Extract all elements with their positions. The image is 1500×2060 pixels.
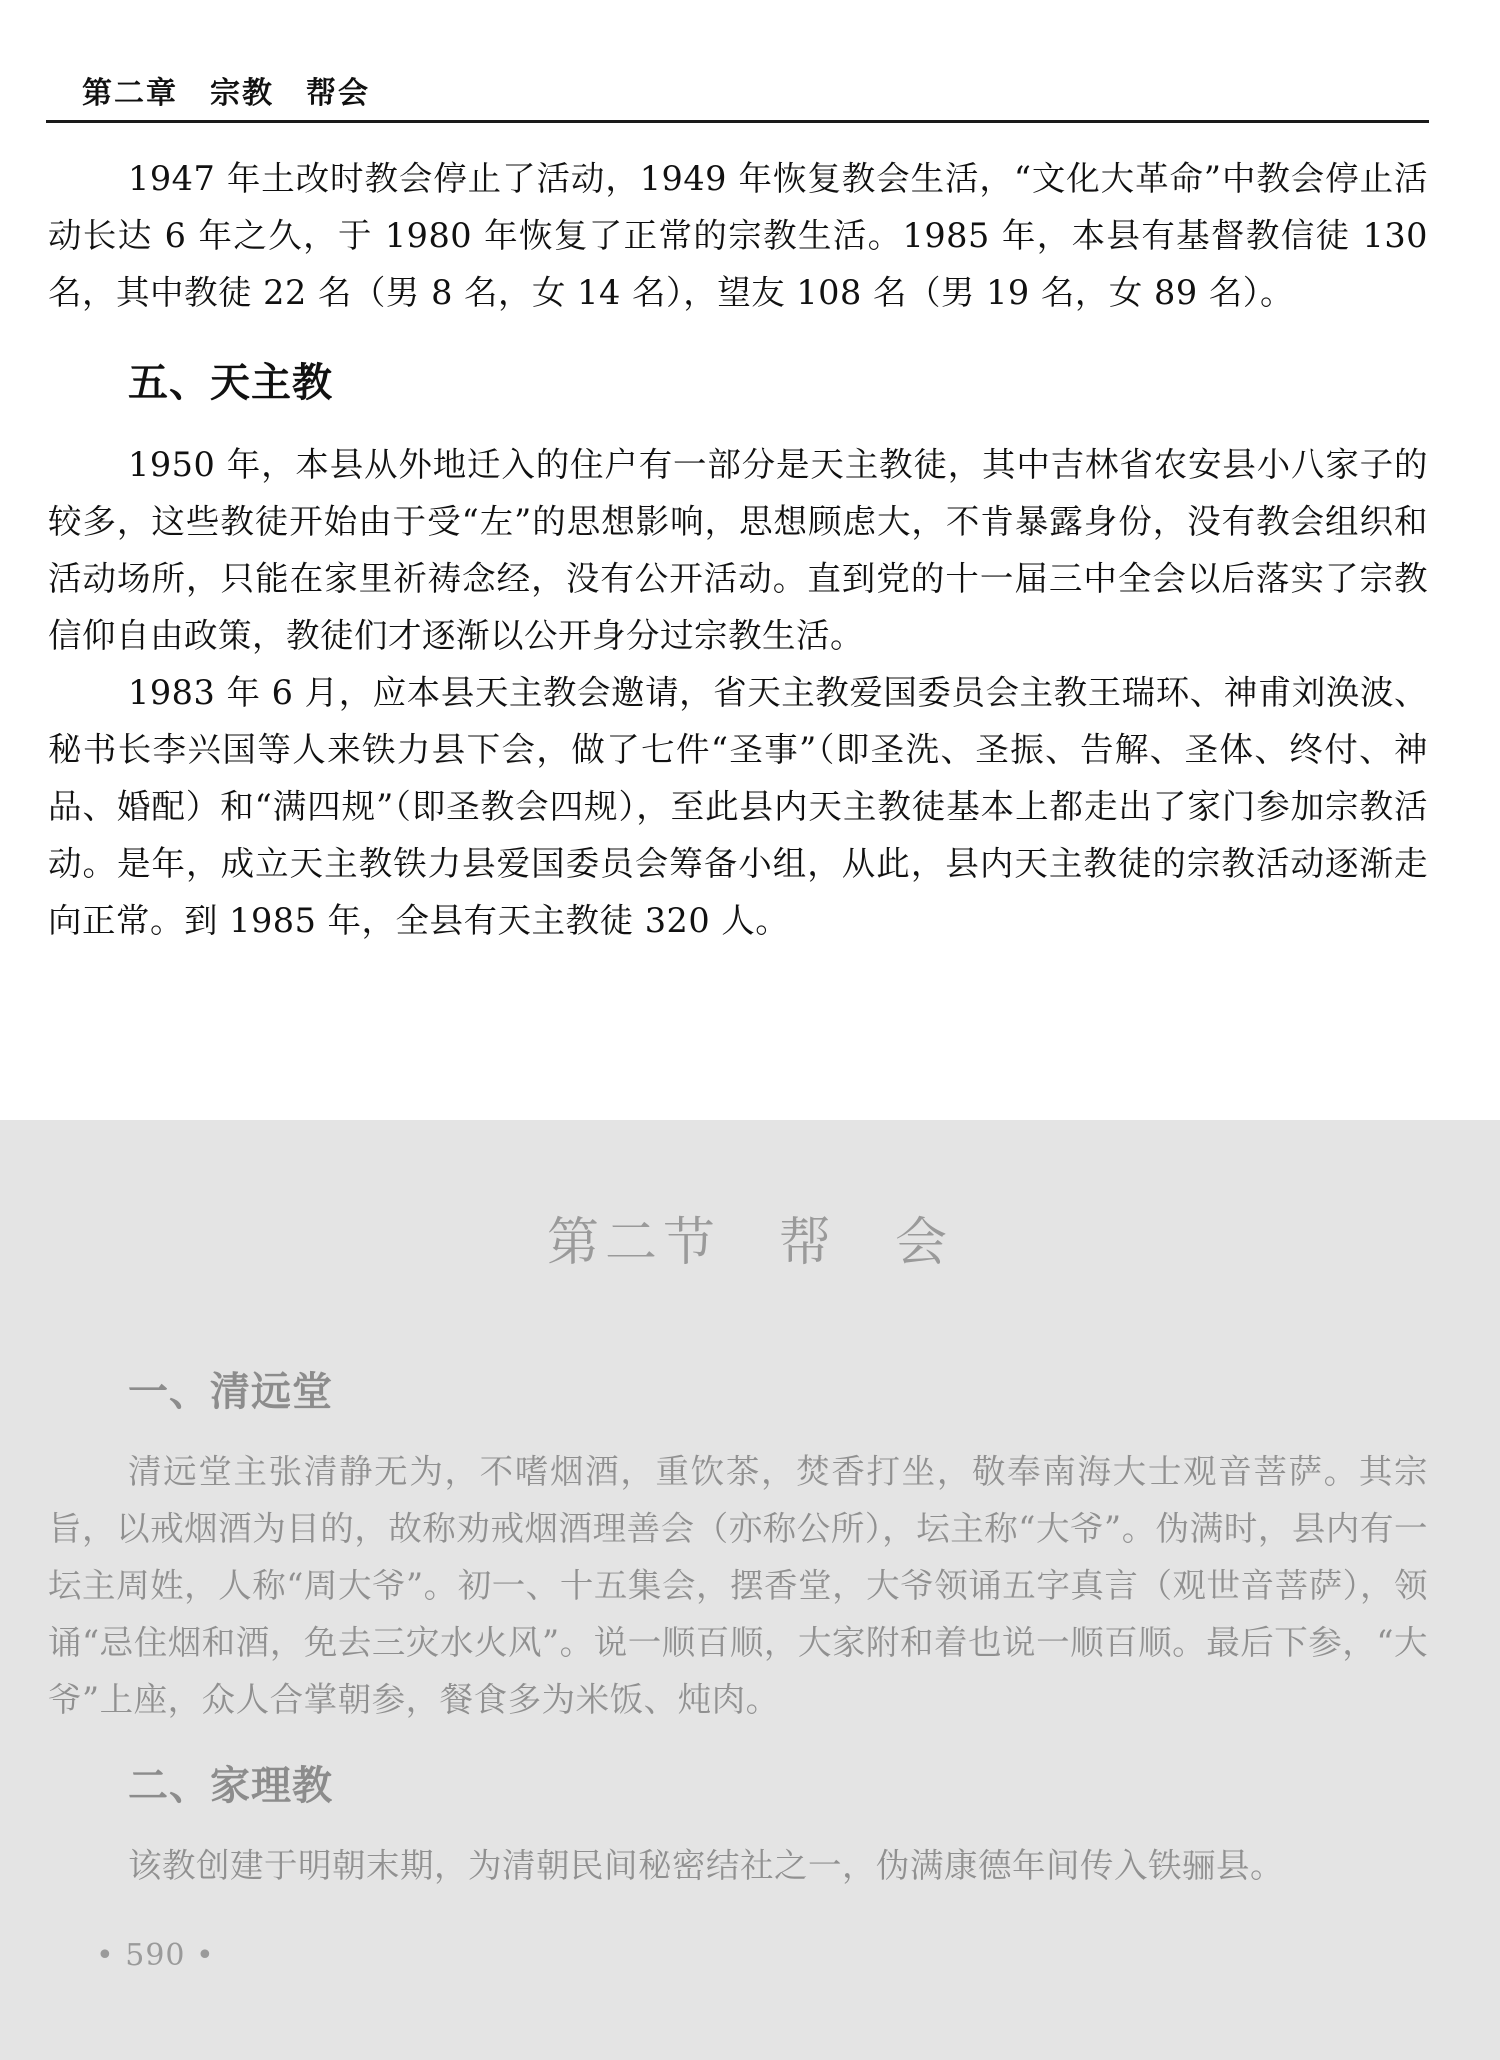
section-title: 第二节 帮 会 <box>546 1213 953 1273</box>
header-rule <box>46 120 1429 123</box>
lower-faded-region <box>0 1120 1500 2060</box>
upper-content <box>48 150 1428 949</box>
page-number: • 590 • <box>96 1938 215 1973</box>
paragraph-qingyuantang: 清远堂主张清静无为，不嗜烟酒，重饮茶，焚香打坐，敬奉南海大士观音菩萨。其宗旨，以戒烟酒为目的，故称劝戒烟酒理善会（亦称公所），坛主称“大爷”。伪满时，县内有一坛主周姓，人称“周大爷”。初一、十五集会，摆香堂，大爷领诵五字真言（观世音菩萨），领诵“忌住烟和酒，免去三灾水火风”。说一顺百顺，大家附和着也说一顺百顺。最后下参，“大爷”上座，众人合掌朝参，餐食多为米饭、炖肉。 <box>48 1452 1428 1719</box>
paragraph-catholic-1983: 1983 年 6 月，应本县天主教会邀请，省天主教爱国委员会主教王瑞环、神甫刘涣波、秘书长李兴国等人来铁力县下会，做了七件“圣事”（即圣洗、圣振、告解、圣体、终付、神品、婚配）和“满四规”（即圣教会四规），至此县内天主教徒基本上都走出了家门参加宗教活动。是年，成立天主教铁力县爱国委员会筹备小组，从此，县内天主教徒的宗教活动逐渐走向正常。到 1985 年，全县有天主教徒 320 人。 <box>48 673 1428 940</box>
running-head: 第二章 宗教 帮会 <box>82 76 370 111</box>
heading-catholicism: 五、天主教 <box>128 360 333 406</box>
paragraph-catholic-migrants: 1950 年，本县从外地迁入的住户有一部分是天主教徒，其中吉林省农安县小八家子的较多，这些教徒开始由于受“左”的思想影响，思想顾虑大，不肯暴露身份，没有教会组织和活动场所，只能在家里祈祷念经，没有公开活动。直到党的十一届三中全会以后落实了宗教信仰自由政策，教徒们才逐渐以公开身分过宗教生活。 <box>48 445 1428 655</box>
heading-jialijiao: 二、家理教 <box>128 1763 333 1809</box>
paragraph-jialijiao: 该教创建于明朝末期，为清朝民间秘密结社之一，伪满康德年间传入铁骊县。 <box>128 1846 1284 1885</box>
paragraph-christianity-stats: 1947 年土改时教会停止了活动，1949 年恢复教会生活，“文化大革命”中教会停止活动长达 6 年之久，于 1980 年恢复了正常的宗教生活。1985 年，本县有基督教信徒 130 名，其中教徒 22 名（男 8 名，女 14 名），望友 108 名（男 19 名，女 89 名）。 <box>48 159 1428 312</box>
heading-qingyuantang: 一、清远堂 <box>128 1369 333 1415</box>
lower-content <box>48 1360 1428 1894</box>
